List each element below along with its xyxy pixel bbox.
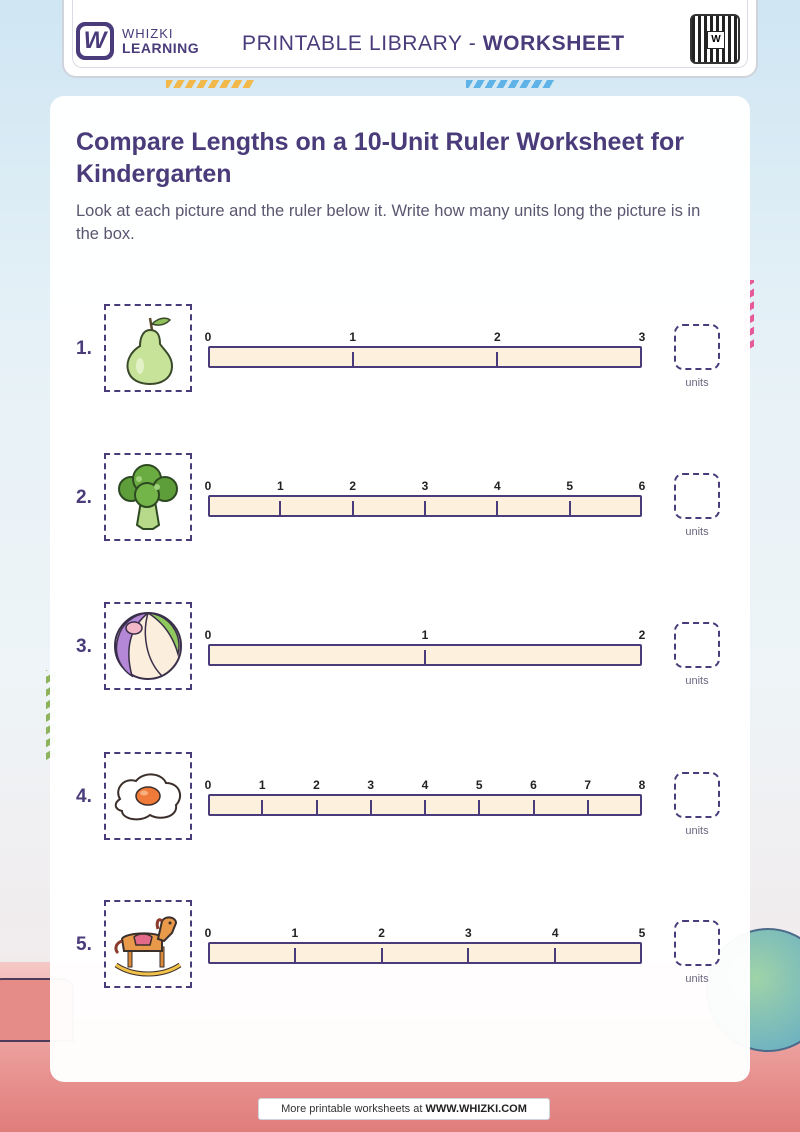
ruler-tick-label: 5 — [475, 778, 483, 792]
ruler-tick — [279, 501, 281, 515]
ruler-tick-label: 1 — [276, 479, 284, 493]
header-bar — [62, 0, 758, 78]
answer-input[interactable] — [674, 920, 720, 966]
question-number: 5. — [76, 934, 92, 955]
qr-center-logo: W — [707, 31, 725, 49]
ruler-tick — [352, 501, 354, 515]
header-stripes-yellow — [166, 80, 254, 88]
ruler-tick — [352, 352, 354, 366]
ruler — [208, 794, 642, 816]
ruler — [208, 942, 642, 964]
ruler-tick — [569, 501, 571, 515]
question-5 — [0, 900, 800, 990]
ruler-tick-label: 8 — [638, 778, 646, 792]
units-label: units — [685, 973, 709, 985]
answer-input[interactable] — [674, 473, 720, 519]
broccoli-icon — [113, 461, 183, 533]
rocking-horse-icon — [110, 909, 186, 979]
units-label: units — [685, 675, 709, 687]
ruler-tick — [424, 650, 426, 664]
ruler-tick — [316, 800, 318, 814]
question-number: 3. — [76, 636, 92, 657]
ruler-tick-label: 5 — [638, 926, 646, 940]
ruler-tick-label: 3 — [421, 479, 429, 493]
question-number: 2. — [76, 487, 92, 508]
worksheet-title: Compare Lengths on a 10-Unit Ruler Worksheet for Kindergarten — [76, 128, 684, 188]
ruler-tick-label: 7 — [584, 778, 592, 792]
ruler-tick-label: 2 — [378, 926, 385, 940]
header-title-emphasis: WORKSHEET — [482, 32, 625, 55]
ruler-tick — [478, 800, 480, 814]
ruler-tick-label: 0 — [204, 479, 212, 493]
ruler-tick — [496, 501, 498, 515]
header-title — [242, 32, 625, 56]
ruler-tick-label: 3 — [367, 778, 375, 792]
units-label: units — [685, 377, 709, 389]
qr-code-icon[interactable] — [690, 14, 740, 64]
ruler-tick — [294, 948, 296, 962]
question-4 — [0, 752, 800, 842]
answer-input[interactable] — [674, 772, 720, 818]
picture-box — [104, 602, 192, 690]
ruler-tick — [381, 948, 383, 962]
beach-ball-icon — [112, 610, 184, 682]
picture-box — [104, 453, 192, 541]
ruler — [208, 495, 642, 517]
ruler-tick-label: 2 — [638, 628, 646, 642]
whizki-logo-icon[interactable] — [76, 22, 114, 60]
ruler-tick — [587, 800, 589, 814]
units-label: units — [685, 526, 709, 538]
question-number: 1. — [76, 338, 92, 359]
ruler-tick-label: 4 — [421, 778, 429, 792]
brand-line-2: LEARNING — [122, 40, 200, 56]
ruler-tick — [424, 800, 426, 814]
ruler-tick — [496, 352, 498, 366]
ruler-tick-label: 6 — [638, 479, 646, 493]
ruler-tick-label: 4 — [551, 926, 559, 940]
ruler-tick-label: 1 — [258, 778, 266, 792]
footer-url[interactable]: WWW.WHIZKI.COM — [425, 1103, 527, 1115]
header-title-prefix: PRINTABLE LIBRARY - — [242, 32, 483, 55]
ruler-tick-label: 0 — [204, 778, 212, 792]
ruler-tick-label: 2 — [493, 330, 501, 344]
question-3 — [0, 602, 800, 692]
ruler-tick-label: 0 — [204, 628, 212, 642]
units-label: units — [685, 825, 709, 837]
footer-prefix: More printable worksheets at — [281, 1103, 426, 1115]
picture-box — [104, 304, 192, 392]
ruler-tick-label: 1 — [421, 628, 429, 642]
fried-egg-icon — [110, 769, 186, 823]
ruler-tick-label: 3 — [465, 926, 472, 940]
ruler-tick — [467, 948, 469, 962]
answer-input[interactable] — [674, 622, 720, 668]
ruler-tick-label: 4 — [493, 479, 501, 493]
brand-name[interactable] — [122, 26, 199, 56]
ruler-tick-label: 2 — [313, 778, 320, 792]
question-number: 4. — [76, 786, 92, 807]
ruler-tick-label: 3 — [638, 330, 646, 344]
question-1 — [0, 304, 800, 394]
ruler-tick-label: 6 — [530, 778, 537, 792]
ruler-tick-label: 1 — [349, 330, 356, 344]
ruler-tick-label: 5 — [566, 479, 573, 493]
question-2 — [0, 453, 800, 543]
ruler — [208, 644, 642, 666]
worksheet-instructions: Look at each picture and the ruler below it. Write how many units long the picture is in the box. — [76, 202, 701, 243]
brand-line-1: WHIZKI — [122, 26, 174, 41]
ruler — [208, 346, 642, 368]
ruler-tick-label: 1 — [291, 926, 299, 940]
pear-icon — [116, 310, 180, 386]
ruler-tick-label: 0 — [204, 330, 212, 344]
ruler-tick — [533, 800, 535, 814]
ruler-tick — [261, 800, 263, 814]
header-stripes-blue — [466, 80, 554, 88]
picture-box — [104, 900, 192, 988]
ruler-tick-label: 0 — [204, 926, 212, 940]
ruler-tick — [370, 800, 372, 814]
ruler-tick — [554, 948, 556, 962]
ruler-tick — [424, 501, 426, 515]
answer-input[interactable] — [674, 324, 720, 370]
ruler-tick-label: 2 — [349, 479, 356, 493]
picture-box — [104, 752, 192, 840]
footer-link-box[interactable] — [258, 1098, 550, 1120]
logo-letter: W — [80, 26, 110, 56]
